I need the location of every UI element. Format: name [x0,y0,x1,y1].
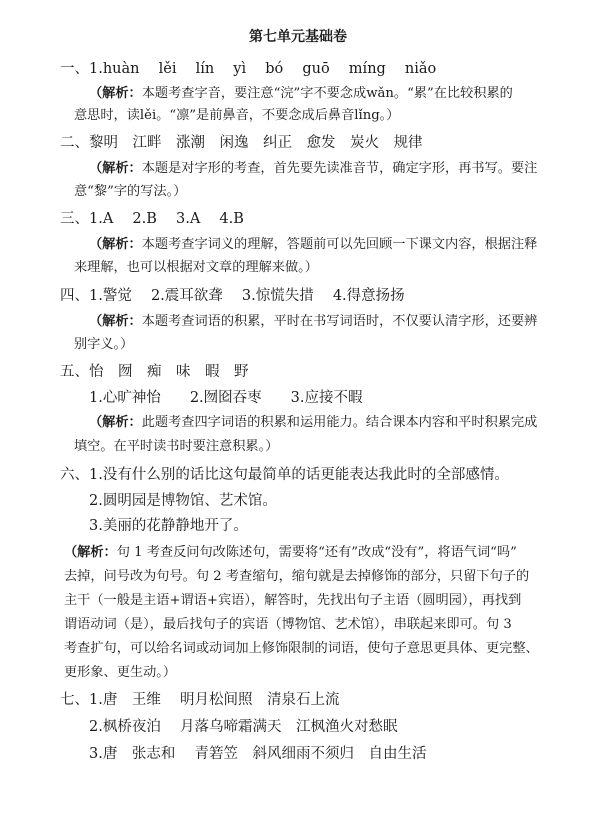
q5-analysis-text-2: 填空。在平时读书时要注意积累。） [74,439,279,454]
q1-analysis-label: （解析： [89,86,142,101]
q3-analysis-label: （解析： [89,237,142,252]
q6-answer-1: 1.没有什么别的话比这句最简单的话更能表达我此时的全部感情。 [89,467,509,483]
q1-answer: 1.huàn lěi lín yì bó guō míng niǎo [89,61,437,77]
q5-analysis-text-1: 此题考查四字词语的积累和运用能力。结合课本内容和平时积累完成 [141,415,538,430]
q4-analysis-text-2: 别字义。） [74,337,134,352]
q7-answer-3: 3.唐 张志和 青箬笠 斜风细雨不须归 自由生活 [89,746,427,762]
q4-analysis-label: （解析： [89,314,142,329]
q2-analysis-label: （解析： [89,161,142,176]
q5-number: 五、 [60,364,89,380]
q1-analysis-text-1: 本题考查字音，要注意“浣”字不要念成wǎn。“累”在比较积累的 [141,86,513,101]
q4-answer-line [60,287,405,305]
q5-idioms: 1.心旷神怡 2.囫囵吞枣 3.应接不暇 [89,390,363,406]
q6-analysis-text-4: 谓语动词（是），最后找句子的宾语（博物馆、艺术馆），串联起来即可。句 3 [64,617,512,632]
q3-answer: 1.A 2.B 3.A 4.B [89,211,244,227]
q6-answer-line-1 [60,466,509,484]
q5-analysis-line-1 [89,414,537,432]
q5-answer: 怡 囫 痴 味 暇 野 [89,364,249,380]
q3-number: 三、 [60,211,89,227]
q6-analysis-text-1: 句 1 考查反问句改陈述句，需要将“还有”改成“没有”，将语气词“吗” [116,545,517,560]
q4-analysis-line-1 [89,313,537,331]
page-title: 第七单元基础卷 [249,29,347,45]
q3-answer-line [60,210,244,228]
q7-answer-line-1 [60,691,339,709]
q6-analysis-text-6: 更形象、更生动。） [64,665,177,680]
q2-analysis-text-1: 本题是对字形的考查，首先要先读准音节，确定字形，再书写。要注 [141,161,538,176]
q2-answer-line [60,134,423,152]
q6-analysis-label: （解析： [64,545,117,560]
q6-analysis-text-2: 去掉，问号改为句号。句 2 考查缩句，缩句就是去掉修饰的部分，只留下句子的 [64,569,530,584]
q6-analysis-line-1 [64,544,517,562]
q6-answer-2: 2.圆明园是博物馆、艺术馆。 [89,493,277,509]
q4-number: 四、 [60,288,89,304]
q1-analysis-text-2: 意思时，读lěi。“凛”是前鼻音，不要念成后鼻音lǐng。） [74,108,400,123]
q7-answer-2: 2.枫桥夜泊 月落乌啼霜满天 江枫渔火对愁眠 [89,719,398,735]
q6-number: 六、 [60,467,89,483]
q3-analysis-line-1 [89,236,537,254]
q5-answer-line [60,363,249,381]
q1-number: 一、 [60,61,89,77]
q6-answer-3: 3.美丽的花静静地开了。 [89,518,248,534]
q1-answer-line [60,60,436,78]
q4-answer: 1.警觉 2.震耳欲聋 3.惊慌失措 4.得意扬扬 [89,288,405,304]
q3-analysis-text-1: 本题考查字词义的理解，答题前可以先回顾一下课文内容，根据注释 [141,237,538,252]
q4-analysis-text-1: 本题考查词语的积累，平时在书写词语时，不仅要认清字形，还要辨 [141,314,538,329]
q5-analysis-label: （解析： [89,415,142,430]
q2-answer: 黎明 江畔 涨潮 闲逸 纠正 愈发 炭火 规律 [89,135,423,151]
q2-analysis-text-2: 意“黎”字的写法。） [74,184,187,199]
q2-number: 二、 [60,135,89,151]
q2-analysis-line-1 [89,160,537,178]
q6-analysis-text-5: 考查扩句，可以给名词或动词加上修饰限制的词语，使句子意思更具体、更完整、 [64,641,539,656]
q6-analysis-text-3: 主干（一般是主语+谓语+宾语），解答时，先找出句子主语（圆明园），再找到 [64,593,522,608]
q3-analysis-text-2: 来理解，也可以根据对文章的理解来做。） [74,260,318,275]
q7-number: 七、 [60,692,89,708]
q1-analysis-line-1 [89,85,513,103]
q7-answer-1: 1.唐 王维 明月松间照 清泉石上流 [89,692,340,708]
